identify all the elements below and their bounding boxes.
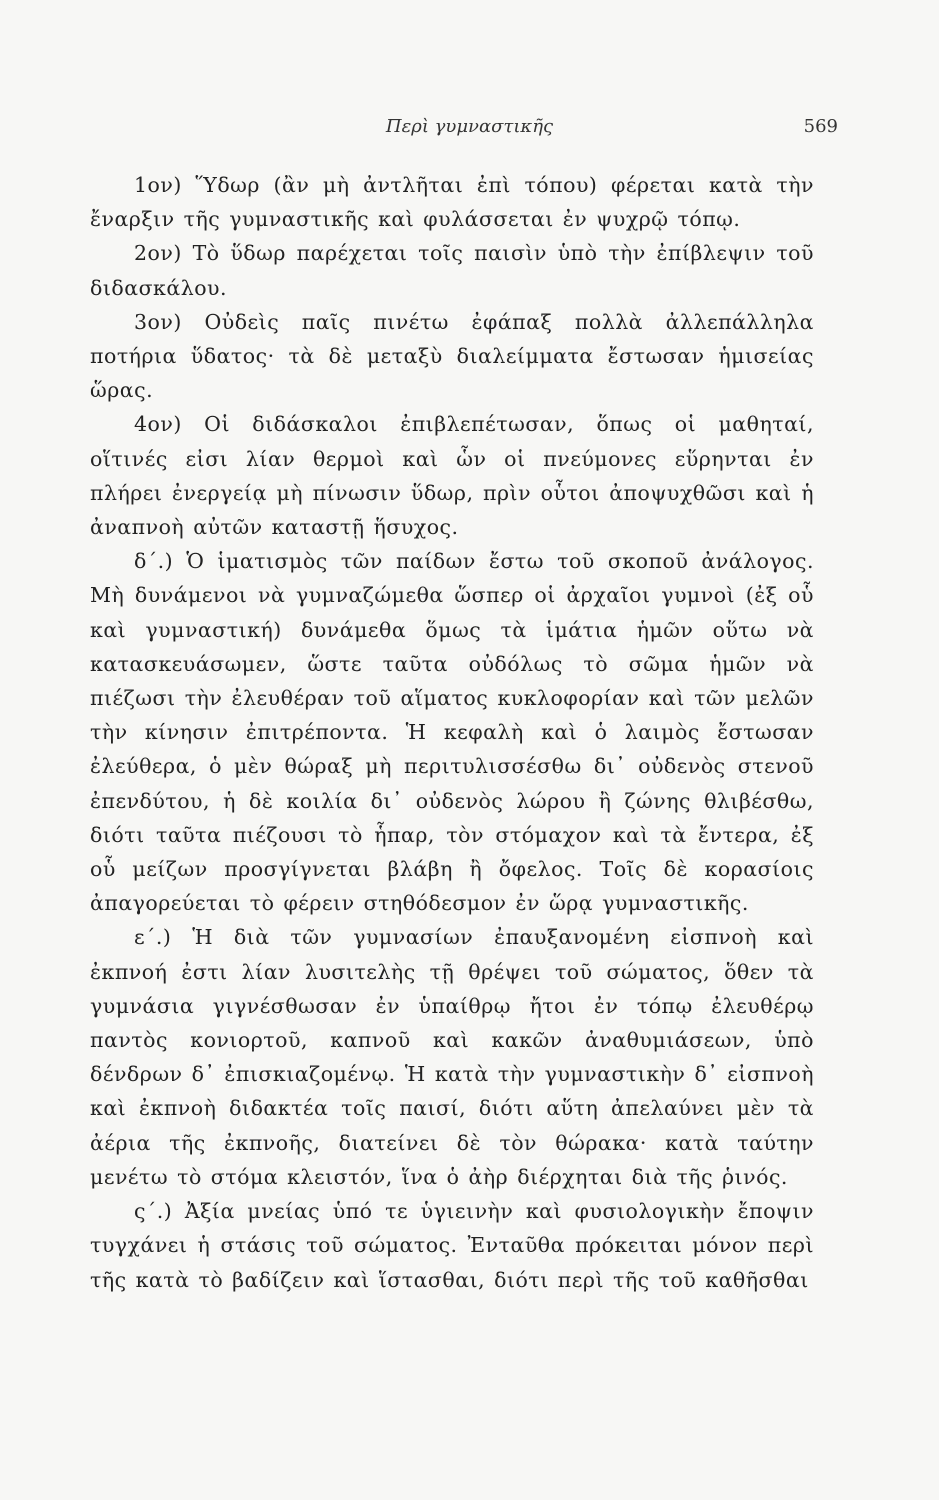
paragraph-section-epsilon: ε΄.) Ἡ διὰ τῶν γυμνασίων ἐπαυξανομένη εἰσπνοὴ καὶ ἐκπνοή ἐστι λίαν λυσιτελὴς τῇ θρέψει τοῦ σώματος, ὅθεν τὰ γυμνάσια γιγνέσθωσαν ἐν ὑπαίθρῳ ἤτοι ἐν τόπῳ ἐλευθέρῳ παντὸς κονιορτοῦ, καπνοῦ καὶ κακῶν ἀναθυμιάσεων, ὑπὸ δένδρων δ᾽ ἐπισκιαζομένῳ. Ἡ κατὰ τὴν γυμναστικὴν δ᾽ εἰσπνοὴ καὶ ἐκπνοὴ διδακτέα τοῖς παισί, διότι αὕτη ἀπελαύνει μὲν τὰ ἀέρια τῆς ἐκπνοῆς, διατείνει δὲ τὸν θώρακα· κατὰ ταύτην μενέτω τὸ στόμα κλειστόν, ἵνα ὁ ἀὴρ διέρχηται διὰ τῆς ῥινός. <box>90 925 814 1189</box>
paragraph-rule-2: 2ον) Τὸ ὕδωρ παρέχεται τοῖς παισὶν ὑπὸ τὴν ἐπίβλεψιν τοῦ διδασκάλου. <box>90 241 814 300</box>
paragraph-section-stigma: ς΄.) Ἀξία μνείας ὑπό τε ὑγιεινὴν καὶ φυσιολογικὴν ἔποψιν τυγχάνει ἡ στάσις τοῦ σώματος. Ἐνταῦθα πρόκειται μόνον περὶ τῆς κατὰ τὸ βαδίζειν καὶ ἵστασθαι, διότι περὶ τῆς τοῦ καθῆσθαι <box>90 1199 814 1292</box>
paragraph-rule-3: 3ον) Οὐδεὶς παῖς πινέτω ἐφάπαξ πολλὰ ἀλλεπάλληλα ποτήρια ὕδατος· τὰ δὲ μεταξὺ διαλείμματα ἔστωσαν ἡμισείας ὥρας. <box>90 309 814 403</box>
paragraph-rule-1: 1ον) Ὕδωρ (ἂν μὴ ἀντλῆται ἐπὶ τόπου) φέρεται κατὰ τὴν ἔναρξιν τῆς γυμναστικῆς καὶ φυλάσσεται ἐν ψυχρῷ τόπῳ. <box>90 173 814 232</box>
paragraph-rule-4: 4ον) Οἱ διδάσκαλοι ἐπιβλεπέτωσαν, ὅπως οἱ μαθηταί, οἵτινές εἰσι λίαν θερμοὶ καὶ ὧν οἱ πνεύμονες εὕρηνται ἐν πλήρει ἐνεργείᾳ μὴ πίνωσιν ὕδωρ, πρὶν οὗτοι ἀποψυχθῶσι καὶ ἡ ἀναπνοὴ αὐτῶν καταστῇ ἥσυχος. <box>90 412 814 540</box>
page-number: 569 <box>803 116 838 137</box>
running-title: Περὶ γυμναστικῆς <box>385 116 554 137</box>
paragraph-section-delta: δ΄.) Ὁ ἱματισμὸς τῶν παίδων ἔστω τοῦ σκοποῦ ἀνάλογος. Μὴ δυνάμενοι νὰ γυμναζώμεθα ὥσπερ οἱ ἀρχαῖοι γυμνοὶ (ἐξ οὗ καὶ γυμναστική) δυνάμεθα ὅμως τὰ ἱμάτια ἡμῶν οὕτω νὰ κατασκευάσωμεν, ὥστε ταῦτα οὐδόλως τὸ σῶμα ἡμῶν νὰ πιέζωσι τὴν ἐλευθέραν τοῦ αἵματος κυκλοφορίαν καὶ τῶν μελῶν τὴν κίνησιν ἐπιτρέποντα. Ἡ κεφαλὴ καὶ ὁ λαιμὸς ἔστωσαν ἐλεύθερα, ὁ μὲν θώραξ μὴ περιτυλισσέσθω δι᾽ οὐδενὸς στενοῦ ἐπενδύτου, ἡ δὲ κοιλία δι᾽ οὐδενὸς λώρου ἢ ζώνης θλιβέσθω, διότι ταῦτα πιέζουσι τὸ ἧπαρ, τὸν στόμαχον καὶ τὰ ἔντερα, ἐξ οὗ μείζων προσγίγνεται βλάβη ἢ ὄφελος. Τοῖς δὲ κορασίοις ἀπαγορεύεται τὸ φέρειν στηθόδεσμον ἐν ὥρᾳ γυμναστικῆς. <box>90 549 814 916</box>
body-text <box>90 168 814 1297</box>
